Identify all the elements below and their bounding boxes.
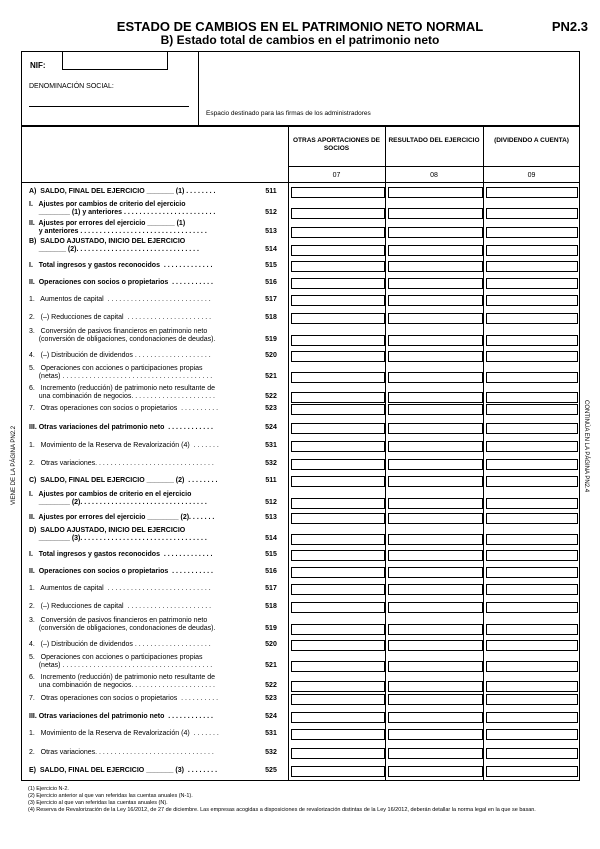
nif-label: NIF:: [30, 61, 46, 70]
value-cell[interactable]: [486, 476, 578, 487]
row-code: 517: [265, 296, 277, 303]
value-cell[interactable]: [388, 404, 483, 415]
row-code: 515: [265, 551, 277, 558]
header-separator: [22, 182, 579, 183]
value-cell[interactable]: [486, 261, 578, 272]
column-code: 08: [430, 172, 438, 179]
row-code: 516: [265, 568, 277, 575]
row-code: 520: [265, 641, 277, 648]
row-code: 531: [265, 730, 277, 737]
column-code: 07: [332, 172, 341, 179]
row-label: II. Ajustes por errores del ejercicio _______ (1) y anteriores . . . . . . . . . . . . . . . . . . . . . . . . . . . . . . . . .: [29, 220, 207, 235]
value-cell[interactable]: [486, 208, 578, 219]
table-divider: [483, 127, 484, 780]
row-code: 525: [265, 767, 277, 774]
row-code: 513: [265, 228, 277, 235]
value-cell[interactable]: [291, 534, 385, 545]
value-cell[interactable]: [486, 694, 578, 705]
value-cell[interactable]: [291, 261, 385, 272]
value-cell[interactable]: [486, 624, 578, 635]
footnote: (3) Ejercicio al que van referidas las cuentas anuales (N).: [28, 800, 168, 806]
row-label: 2. Otras variaciones. . . . . . . . . . . . . . . . . . . . . . . . . . . . . . .: [29, 460, 214, 467]
value-cell[interactable]: [291, 208, 385, 219]
value-cell[interactable]: [291, 748, 385, 759]
value-cell[interactable]: [291, 567, 385, 578]
value-cell[interactable]: [486, 748, 578, 759]
row-code: 511: [265, 188, 277, 195]
value-cell[interactable]: [388, 295, 483, 306]
value-cell[interactable]: [486, 245, 578, 256]
value-cell[interactable]: [291, 602, 385, 613]
value-cell[interactable]: [291, 295, 385, 306]
value-cell[interactable]: [388, 459, 483, 470]
row-code: 523: [265, 405, 277, 412]
row-label: C) SALDO, FINAL DEL EJERCICIO _______ (2) . . . . . . . .: [29, 477, 218, 484]
row-code: 516: [265, 279, 277, 286]
value-cell[interactable]: [291, 423, 385, 434]
value-cell[interactable]: [486, 441, 578, 452]
value-cell[interactable]: [486, 729, 578, 740]
signature-area-label: Espacio destinado para las firmas de los administradores: [206, 110, 371, 117]
value-cell[interactable]: [486, 295, 578, 306]
value-cell[interactable]: [291, 187, 385, 198]
value-cell[interactable]: [486, 681, 578, 692]
value-cell[interactable]: [486, 661, 578, 672]
value-cell[interactable]: [388, 372, 483, 383]
value-cell[interactable]: [291, 681, 385, 692]
row-label: 4. (–) Distribución de dividendos . . . . . . . . . . . . . . . . . . . .: [29, 352, 211, 359]
value-cell[interactable]: [486, 602, 578, 613]
row-code: 522: [265, 393, 277, 400]
row-code: 517: [265, 585, 277, 592]
value-cell[interactable]: [291, 459, 385, 470]
value-cell[interactable]: [486, 335, 578, 346]
row-label: 3. Conversión de pasivos financieros en patrimonio neto (conversión de obligaciones, condonaciones de deudas).: [29, 328, 216, 343]
row-label: II. Ajustes por errores del ejercicio ________ (2). . . . . . .: [29, 514, 215, 521]
row-code: 512: [265, 499, 277, 506]
row-label: 7. Otras operaciones con socios o propietarios . . . . . . . . . .: [29, 405, 219, 412]
value-cell[interactable]: [388, 476, 483, 487]
row-code: 531: [265, 442, 277, 449]
value-cell[interactable]: [388, 766, 483, 777]
row-label: 5. Operaciones con acciones o participaciones propias (netas) . . . . . . . . . . . . . . . . . . . . . . . . . . . . . . . . . . . . . . .: [29, 365, 213, 380]
row-label: III. Otras variaciones del patrimonio neto . . . . . . . . . . . .: [29, 424, 213, 431]
value-cell[interactable]: [486, 640, 578, 651]
row-code: 518: [265, 314, 277, 321]
row-label: 2. (–) Reducciones de capital . . . . . . . . . . . . . . . . . . . . . .: [29, 314, 212, 321]
row-label: E) SALDO, FINAL DEL EJERCICIO _______ (3) . . . . . . . .: [29, 767, 218, 774]
form-title: ESTADO DE CAMBIOS EN EL PATRIMONIO NETO NORMAL: [116, 19, 484, 34]
value-cell[interactable]: [388, 602, 483, 613]
value-cell[interactable]: [291, 550, 385, 561]
row-code: 523: [265, 695, 277, 702]
row-label: D) SALDO AJUSTADO, INICIO DEL EJERCICIO ________ (3). . . . . . . . . . . . . . . . . . . . . . . . . . . . . . . . .: [29, 527, 207, 542]
row-label: II. Operaciones con socios o propietarios . . . . . . . . . . .: [29, 568, 213, 575]
value-cell[interactable]: [291, 441, 385, 452]
value-cell[interactable]: [486, 278, 578, 289]
value-cell[interactable]: [486, 227, 578, 238]
denominacion-label: DENOMINACIÓN SOCIAL:: [29, 83, 114, 90]
value-cell[interactable]: [388, 729, 483, 740]
form-code: PN2.3: [551, 19, 588, 34]
footnotes: [28, 786, 536, 814]
row-label: B) SALDO AJUSTADO, INICIO DEL EJERCICIO _______ (2). . . . . . . . . . . . . . . . . . . . . . . . . . . . . . . .: [29, 238, 199, 253]
value-cell[interactable]: [388, 335, 483, 346]
value-cell[interactable]: [486, 187, 578, 198]
table-divider: [385, 127, 386, 780]
row-code: 532: [265, 749, 277, 756]
row-label: 3. Conversión de pasivos financieros en patrimonio neto (conversión de obligaciones, condonaciones de deudas).: [29, 617, 216, 632]
value-cell[interactable]: [291, 513, 385, 524]
row-label: 4. (–) Distribución de dividendos . . . . . . . . . . . . . . . . . . . .: [29, 641, 211, 648]
row-label: 1. Aumentos de capital . . . . . . . . . . . . . . . . . . . . . . . . . . .: [29, 585, 211, 592]
value-cell[interactable]: [388, 661, 483, 672]
value-cell[interactable]: [291, 584, 385, 595]
table-divider: [288, 127, 289, 780]
value-cell[interactable]: [388, 712, 483, 723]
row-label: 2. Otras variaciones. . . . . . . . . . . . . . . . . . . . . . . . . . . . . . .: [29, 749, 214, 756]
value-cell[interactable]: [388, 624, 483, 635]
value-cell[interactable]: [291, 729, 385, 740]
value-cell[interactable]: [388, 208, 483, 219]
value-cell[interactable]: [291, 661, 385, 672]
row-code: 522: [265, 682, 277, 689]
value-cell[interactable]: [291, 372, 385, 383]
value-cell[interactable]: [388, 550, 483, 561]
value-cell[interactable]: [486, 459, 578, 470]
value-cell[interactable]: [291, 335, 385, 346]
value-cell[interactable]: [388, 187, 483, 198]
header-separator: [288, 166, 579, 167]
value-cell[interactable]: [486, 392, 578, 403]
value-cell[interactable]: [291, 392, 385, 403]
value-cell[interactable]: [388, 441, 483, 452]
row-code: 519: [265, 625, 277, 632]
row-code: 513: [265, 514, 277, 521]
value-cell[interactable]: [486, 584, 578, 595]
value-cell[interactable]: [388, 392, 483, 403]
value-cell[interactable]: [486, 404, 578, 415]
value-cell[interactable]: [486, 498, 578, 509]
row-label: II. Operaciones con socios o propietarios . . . . . . . . . . .: [29, 279, 213, 286]
value-cell[interactable]: [486, 712, 578, 723]
row-code: 520: [265, 352, 277, 359]
row-code: 521: [265, 373, 277, 380]
row-label: III. Otras variaciones del patrimonio neto . . . . . . . . . . . .: [29, 713, 213, 720]
row-label: 7. Otras operaciones con socios o propietarios . . . . . . . . . .: [29, 695, 219, 702]
value-cell[interactable]: [291, 624, 385, 635]
row-label: 2. (–) Reducciones de capital . . . . . . . . . . . . . . . . . . . . . .: [29, 603, 212, 610]
value-cell[interactable]: [291, 404, 385, 415]
value-cell[interactable]: [291, 640, 385, 651]
column-head-dividendo: (DIVIDENDO A CUENTA): [494, 137, 569, 144]
row-code: 524: [265, 713, 277, 720]
value-cell[interactable]: [388, 513, 483, 524]
value-cell[interactable]: [486, 313, 578, 324]
value-cell[interactable]: [486, 766, 578, 777]
value-cell[interactable]: [291, 245, 385, 256]
value-cell[interactable]: [388, 534, 483, 545]
row-label: 6. Incremento (reducción) de patrimonio neto resultante de una combinación de negocios. . . . . . . . . . . . . . . . . . . . . .: [29, 385, 215, 400]
row-label: 1. Movimiento de la Reserva de Revalorización (4) . . . . . . .: [29, 730, 219, 737]
value-cell[interactable]: [388, 681, 483, 692]
value-cell[interactable]: [486, 351, 578, 362]
row-label: I. Ajustes por cambios de criterio del ejercicio ________ (1) y anteriores . . . . . . . . . . . . . . . . . . . . . . . .: [29, 201, 216, 216]
footnote: (2) Ejercicio anterior al que van referidas las cuentas anuales (N-1).: [28, 793, 193, 799]
value-cell[interactable]: [388, 278, 483, 289]
value-cell[interactable]: [388, 261, 483, 272]
value-cell[interactable]: [388, 313, 483, 324]
value-cell[interactable]: [388, 245, 483, 256]
row-code: 514: [265, 246, 277, 253]
footnote: (4) Reserva de Revalorización de la Ley 16/2012, de 27 de diciembre. Las empresas acogidas a disposiciones de revalorización distintas de la Ley 16/2012, deberán detallar la norma legal en la que se basan.: [28, 807, 536, 813]
row-label: 6. Incremento (reducción) de patrimonio neto resultante de una combinación de negocios. . . . . . . . . . . . . . . . . . . . . .: [29, 674, 215, 689]
value-cell[interactable]: [291, 498, 385, 509]
row-code: 518: [265, 603, 277, 610]
row-label: I. Ajustes por cambios de criterio en el ejercicio ________ (2). . . . . . . . . . . . . . . . . . . . . . . . . . . . . . . . .: [29, 491, 207, 506]
row-code: 519: [265, 336, 277, 343]
value-cell[interactable]: [486, 567, 578, 578]
row-label: 1. Movimiento de la Reserva de Revalorización (4) . . . . . . .: [29, 442, 219, 449]
value-cell[interactable]: [291, 694, 385, 705]
value-cell[interactable]: [486, 534, 578, 545]
value-cell[interactable]: [388, 640, 483, 651]
form-subtitle: B) Estado total de cambios en el patrimonio neto: [160, 33, 440, 47]
value-cell[interactable]: [291, 712, 385, 723]
footnote: (1) Ejercicio N-2.: [28, 786, 69, 792]
value-cell[interactable]: [486, 550, 578, 561]
value-cell[interactable]: [291, 766, 385, 777]
side-note-left: VIENE DE LA PÁGINA PN2.2: [11, 425, 17, 505]
header-divider: [198, 52, 199, 125]
row-label: 1. Aumentos de capital . . . . . . . . . . . . . . . . . . . . . . . . . . .: [29, 296, 211, 303]
denominacion-field[interactable]: [29, 106, 189, 107]
value-cell[interactable]: [291, 313, 385, 324]
row-code: 515: [265, 262, 277, 269]
row-code: 532: [265, 460, 277, 467]
nif-field[interactable]: [62, 52, 168, 70]
value-cell[interactable]: [388, 694, 483, 705]
value-cell[interactable]: [486, 423, 578, 434]
value-cell[interactable]: [388, 748, 483, 759]
value-cell[interactable]: [388, 498, 483, 509]
side-note-right: CONTINÚA EN LA PÁGINA PN2.4: [583, 400, 589, 493]
value-cell[interactable]: [486, 372, 578, 383]
row-code: 521: [265, 662, 277, 669]
value-cell[interactable]: [388, 351, 483, 362]
value-cell[interactable]: [388, 227, 483, 238]
value-cell[interactable]: [388, 423, 483, 434]
row-label: A) SALDO, FINAL DEL EJERCICIO _______ (1) . . . . . . . .: [29, 188, 216, 195]
value-cell[interactable]: [486, 513, 578, 524]
value-cell[interactable]: [388, 567, 483, 578]
row-label: I. Total ingresos y gastos reconocidos . . . . . . . . . . . . .: [29, 262, 213, 269]
column-code: 09: [527, 172, 536, 179]
value-cell[interactable]: [388, 584, 483, 595]
row-code: 514: [265, 535, 277, 542]
value-cell[interactable]: [291, 476, 385, 487]
row-label: I. Total ingresos y gastos reconocidos . . . . . . . . . . . . .: [29, 551, 213, 558]
row-code: 524: [265, 424, 277, 431]
value-cell[interactable]: [291, 227, 385, 238]
column-head-aportaciones: OTRAS APORTACIONES DE SOCIOS: [292, 137, 381, 152]
column-head-resultado: RESULTADO DEL EJERCICIO: [388, 137, 480, 144]
row-code: 511: [265, 477, 277, 484]
value-cell[interactable]: [291, 351, 385, 362]
changes-table: [21, 126, 580, 781]
header-box: [21, 51, 580, 126]
value-cell[interactable]: [291, 278, 385, 289]
row-label: 5. Operaciones con acciones o participaciones propias (netas) . . . . . . . . . . . . . . . . . . . . . . . . . . . . . . . . . . . . . . .: [29, 654, 213, 669]
row-code: 512: [265, 209, 277, 216]
